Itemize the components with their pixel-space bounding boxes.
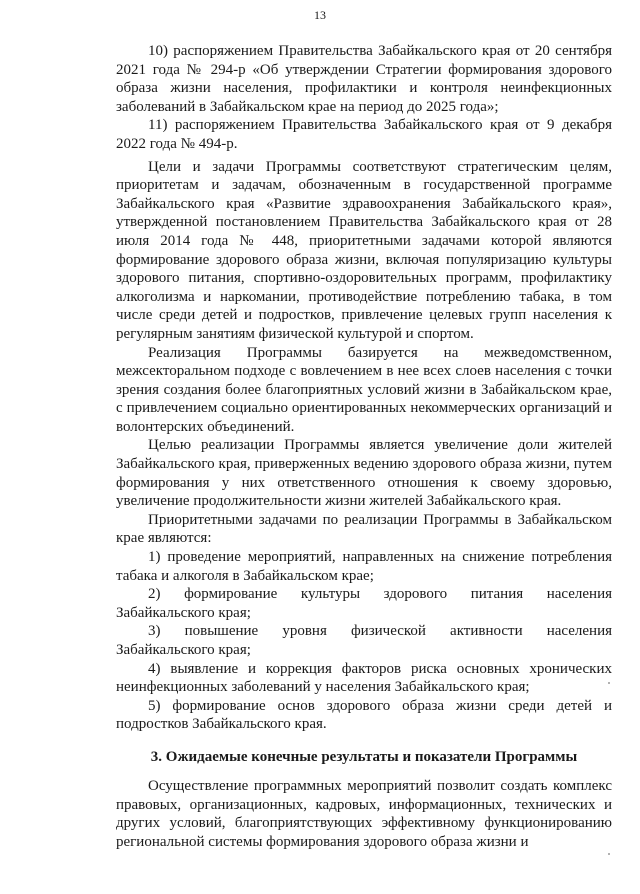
paragraph-expected-results: Осуществление программных мероприятий позволит создать комплекс правовых, организационных, кадровых, информационных, технических и других условий, благоприятствующих эффективному функционированию региональной системы формирования здорового образа жизни и xyxy=(116,777,612,850)
scan-artifact-dot xyxy=(608,853,610,855)
paragraph-priority-tasks-intro: Приоритетными задачами по реализации Программы в Забайкальском крае являются: xyxy=(116,511,612,547)
task-item-4: 4) выявление и коррекция факторов риска основных хронических неинфекционных заболеваний у населения Забайкальского края; xyxy=(116,660,612,696)
page-body xyxy=(116,42,612,851)
list-item-decree-11: 11) распоряжением Правительства Забайкальского края от 9 декабря 2022 года № 494-р. xyxy=(116,117,612,152)
paragraph-goals-alignment: Цели и задачи Программы соответствуют стратегическим целям, приоритетам и задачам, обозначенным в государственной программе Забайкальского края «Развитие здравоохранения Забайкальского края», утвержденной постановлением Правительства Забайкальского края от 28 июля 2014 года № 448, приоритетными задачами которой являются формирование здорового образа жизни, включая популяризацию культуры здорового питания, спортивно-оздоровительных программ, профилактику алкоголизма и наркомании, противодействие потреблению табака, в том числе среди детей и подростков, привлечение целевых групп населения к регулярным занятиям физической культурой и спортом. xyxy=(116,158,612,342)
task-item-2: 2) формирование культуры здорового питания населения Забайкальского края; xyxy=(116,586,612,621)
section-heading: 3. Ожидаемые конечные результаты и показатели Программы xyxy=(150,748,578,765)
task-item-3: 3) повышение уровня физической активности населения Забайкальского края; xyxy=(116,623,612,658)
scan-artifact-dot xyxy=(608,682,610,684)
paragraph-program-goal: Целью реализации Программы является увеличение доли жителей Забайкальского края, приверженных ведению здорового образа жизни, путем формирования у них ответственного отношения к своему здоровью, увеличение продолжительности жизни жителей Забайкальского края. xyxy=(116,437,612,510)
page-number: 13 xyxy=(314,8,326,22)
list-item-decree-10: 10) распоряжением Правительства Забайкальского края от 20 сентября 2021 года № 294-р «Об утверждении Стратегии формирования здорового образа жизни населения, профилактики и контроля неинфекционных заболеваний в Забайкальском крае на период до 2025 года»; xyxy=(116,43,612,115)
task-item-5: 5) формирование основ здорового образа жизни среди детей и подростков Забайкальского края. xyxy=(116,697,612,733)
paragraph-implementation-approach: Реализация Программы базируется на межведомственном, межсекторальном подходе с вовлечением в нее всех слоев населения с точки зрения создания более благоприятных условий жизни в Забайкальском крае, с привлечением социально ориентированных некоммерческих организаций и волонтерских объединений. xyxy=(116,344,612,435)
task-item-1: 1) проведение мероприятий, направленных на снижение потребления табака и алкоголя в Забайкальском крае; xyxy=(116,549,612,584)
